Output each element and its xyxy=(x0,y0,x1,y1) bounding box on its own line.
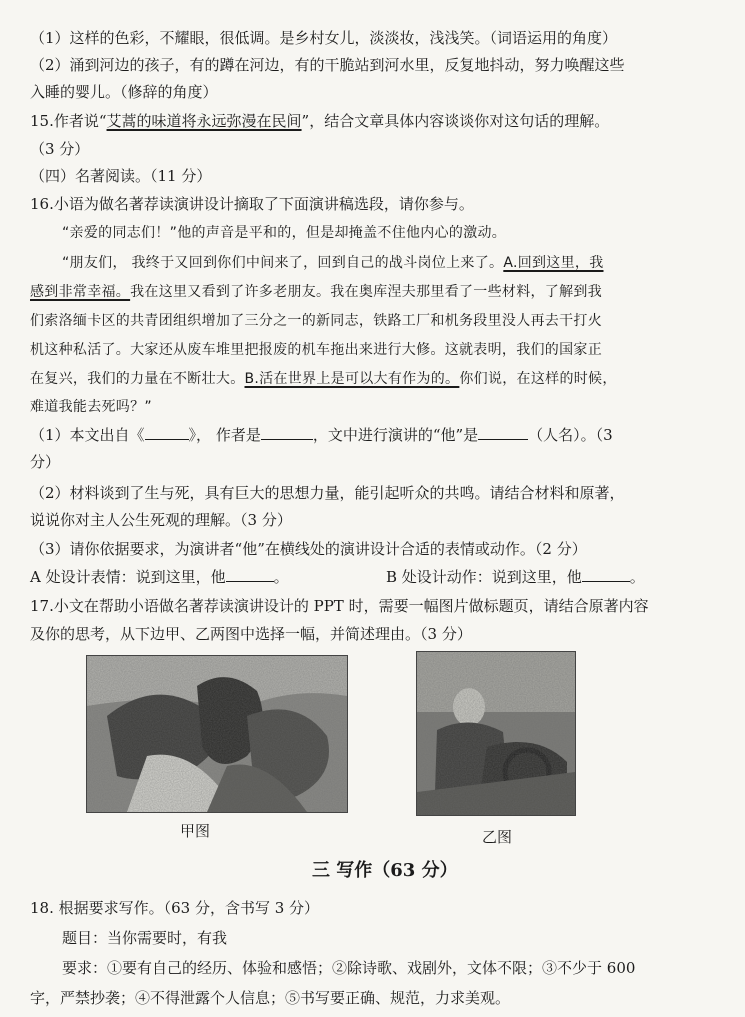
q16-marker-b: B.活在世界上是可以大有作为的。 xyxy=(244,371,460,387)
q16-passage-l5 xyxy=(30,369,617,389)
q15-score: （3 分） xyxy=(30,140,90,158)
figure-yi-caption: 乙图 xyxy=(482,828,513,846)
q18-title: 题目：当你需要时，有我 xyxy=(62,929,228,947)
q16-marker-a: A.回到这里，我 xyxy=(503,255,604,271)
q15-pre: 15.作者说“ xyxy=(30,112,107,130)
expression-blank-a[interactable] xyxy=(226,567,274,582)
q16-sub3-b xyxy=(386,567,645,587)
author-blank[interactable] xyxy=(261,425,313,440)
q16-passage-l6: 难道我能去死吗？” xyxy=(30,399,152,415)
q17-line1: 17.小文在帮助小语做名著荐读演讲设计的 PPT 时，需要一幅图片做标题页，请结合原著内容 xyxy=(30,597,649,615)
q16-passage-l1 xyxy=(62,253,604,273)
q16-sub1-c: ，文中进行演讲的“他”是 xyxy=(312,426,479,444)
section-writing-heading: 三 写作（63 分） xyxy=(312,860,458,881)
book-title-blank[interactable] xyxy=(145,425,189,440)
q16-passage-l2 xyxy=(30,282,602,302)
q16-sub3: （3）请你依据要求，为演讲者“他”在横线处的演讲设计合适的表情或动作。（2 分） xyxy=(30,540,587,558)
q16-marker-a-cont: 感到非常幸福。 xyxy=(30,284,131,300)
q16-passage-l5-c: 你们说，在这样的时候， xyxy=(459,371,617,387)
figure-jia-image xyxy=(86,655,348,813)
q16-sub3-b-label: B 处设计动作：说到这里，他 xyxy=(386,568,582,586)
q16-sub1-a: （1）本文出自《 xyxy=(30,426,145,444)
q16-sub3-b-period: 。 xyxy=(629,568,645,586)
q16-sub1-b: 》， 作者是 xyxy=(188,426,261,444)
q14-item1: （1）这样的色彩，不耀眼，很低调。是乡村女儿，淡淡妆，浅浅笑。（词语运用的角度） xyxy=(30,29,618,47)
q16-sub1-d: （人名）。（3 xyxy=(528,426,613,444)
q16-passage-l5-a: 在复兴，我们的力量在不断壮大。 xyxy=(30,371,245,387)
section-4-heading: （四）名著阅读。（11 分） xyxy=(30,167,212,185)
q15-post: ”，结合文章具体内容谈谈你对这句话的理解。 xyxy=(301,112,610,130)
q16-sub3-a-period: 。 xyxy=(273,568,289,586)
q16-passage-l1-a: “朋友们， 我终于又回到你们中间来了，回到自己的战斗岗位上来了。 xyxy=(62,255,504,271)
q16-sub3-a-label: A 处设计表情：说到这里，他 xyxy=(30,568,226,586)
action-blank-b[interactable] xyxy=(582,567,630,582)
q17-line2: 及你的思考，从下边甲、乙两图中选择一幅，并简述理由。（3 分） xyxy=(30,625,472,643)
q16-sub1-score: 分） xyxy=(30,453,61,471)
q15-question xyxy=(30,111,609,131)
q16-passage-l2-b: 我在这里又看到了许多老朋友。我在奥库涅夫那里看了一些材料，了解到我 xyxy=(130,284,603,300)
q16-passage-l4: 机这种私活了。大家还从废车堆里把报废的机车拖出来进行大修。这就表明，我们的国家正 xyxy=(30,342,602,358)
q14-item2-line2: 入睡的婴儿。（修辞的角度） xyxy=(30,83,218,101)
q18-requirements-line1: 要求：①要有自己的经历、体验和感悟；②除诗歌、戏剧外，文体不限；③不少于 600 xyxy=(62,959,636,977)
q16-passage-p1: “亲爱的同志们！”他的声音是平和的，但是却掩盖不住他内心的激动。 xyxy=(62,225,507,241)
q15-quote: 艾蒿的味道将永远弥漫在民间 xyxy=(106,112,302,130)
q16-sub3-a xyxy=(30,567,289,587)
q16-stem: 16.小语为做名著荐读演讲设计摘取了下面演讲稿选段，请你参与。 xyxy=(30,195,474,213)
q16-passage-l3: 们索洛缅卡区的共青团组织增加了三分之一的新同志，铁路工厂和机务段里没人再去干打火 xyxy=(30,313,602,329)
q18-requirements-line2: 字，严禁抄袭；④不得泄露个人信息；⑤书写要正确、规范，力求美观。 xyxy=(30,989,511,1007)
q16-sub1 xyxy=(30,425,613,445)
figure-yi-image xyxy=(416,651,576,816)
q18-stem: 18. 根据要求写作。（63 分，含书写 3 分） xyxy=(30,899,320,917)
q16-sub2-line2: 说说你对主人公生死观的理解。（3 分） xyxy=(30,511,292,529)
q16-sub2-line1: （2）材料谈到了生与死，具有巨大的思想力量，能引起听众的共鸣。请结合材料和原著， xyxy=(30,484,625,502)
q14-item2-line1: （2）涌到河边的孩子，有的蹲在河边，有的干脆站到河水里，反复地抖动，努力唤醒这些 xyxy=(30,56,625,74)
speaker-name-blank[interactable] xyxy=(478,425,528,440)
figure-jia-caption: 甲图 xyxy=(180,822,211,840)
